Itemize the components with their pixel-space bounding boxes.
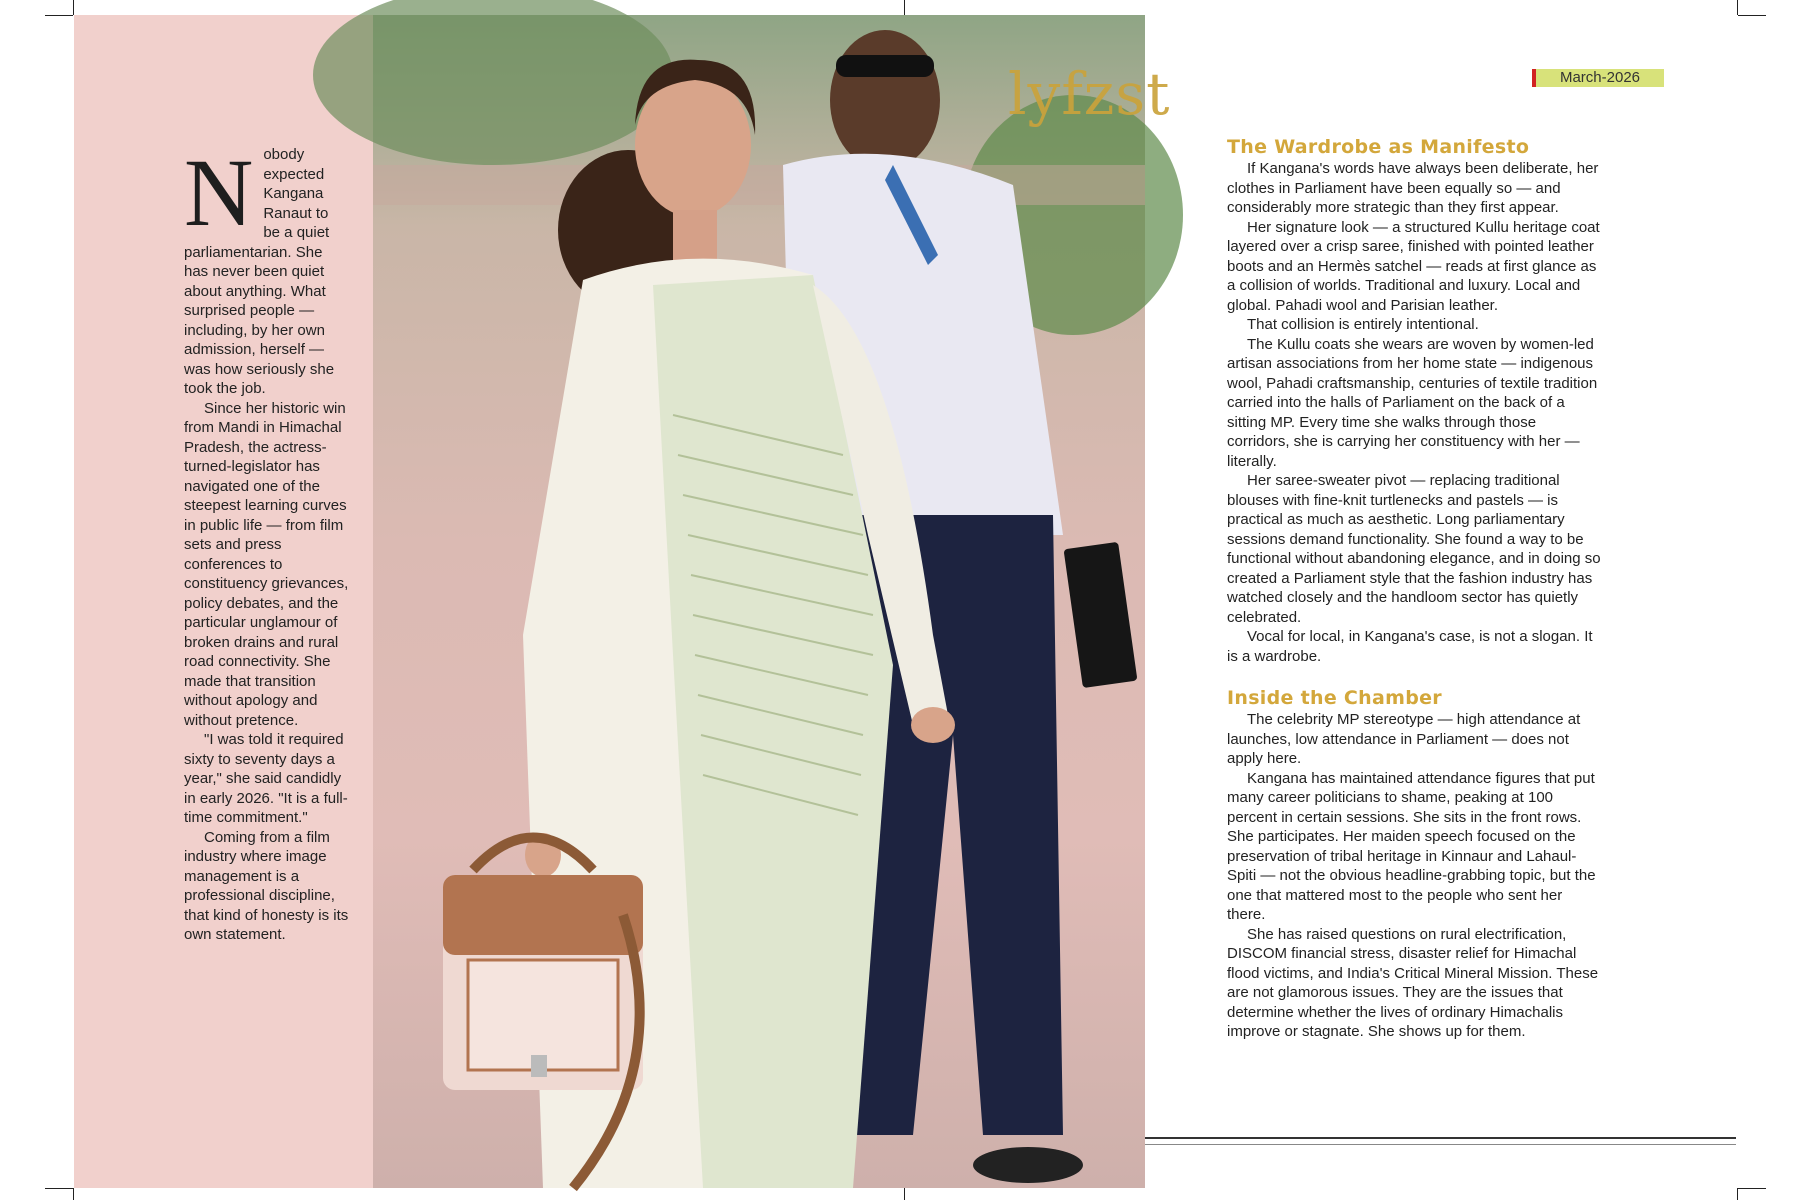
article-paragraph: She has raised questions on rural electrification, DISCOM financial stress, disaster relief for Himachal flood victims, and India's Critical Mineral Mission. These are not glamorous issues. They are the issues that determine whether the lives of ordinary Himachalis improve or stagnate. She shows up for them. — [1227, 925, 1599, 1040]
intro-column — [184, 139, 349, 945]
article-paragraph: Vocal for local, in Kangana's case, is not a slogan. It is a wardrobe. — [1227, 628, 1593, 665]
article-paragraph: The celebrity MP stereotype — high attendance at launches, low attendance in Parliament — does not apply here. — [1227, 711, 1581, 767]
section-heading-wardrobe: The Wardrobe as Manifesto — [1227, 136, 1530, 158]
crop-mark — [1738, 15, 1766, 16]
crop-mark — [1737, 0, 1738, 15]
intro-paragraph: Coming from a film industry where image management is a professional discipline, that kind of honesty is its own statement. — [184, 828, 349, 943]
article-paragraph: Kangana has maintained attendance figures that put many career politicians to shame, peaking at 100 percent in certain sessions. She sits in the front rows. She participates. Her maiden speech focused on the preservation of tribal heritage in Kinnaur and Lahaul-Spiti — not the obvious headline-grabbing topic, but the one that mattered most to the people who sent her there. — [1227, 769, 1596, 923]
intro-paragraph: "I was told it required sixty to seventy days a year," she said candidly in early 2026. "It is a full-time commitment." — [184, 731, 348, 826]
crop-mark — [73, 0, 74, 15]
magazine-masthead: lyfzst — [1008, 60, 1171, 128]
crop-mark — [1737, 1188, 1738, 1200]
photo-illustration — [373, 15, 1145, 1188]
section-heading-chamber: Inside the Chamber — [1227, 687, 1442, 709]
intro-paragraph: obody expected Kangana Ranaut to be a quiet parliamentarian. She has never been quiet about anything. What surprised people — including, by her own admission, herself — was how seriously she took the job. — [184, 146, 335, 397]
crop-mark — [1738, 1188, 1766, 1189]
article-paragraph: Her saree-sweater pivot — replacing traditional blouses with fine-knit turtlenecks and pastels — is practical as much as aesthetic. Long parliamentary sessions demand functionality. She found a way to be functional without abandoning elegance, and in doing so created a Parliament style that the fashion industry has watched closely and the handloom sector has quietly celebrated. — [1227, 472, 1601, 626]
intro-paragraph: Since her historic win from Mandi in Himachal Pradesh, the actress-turned-legislator has navigated one of the steepest learning curves in public life — from film sets and press conferences to constituency grievances, policy debates, and the particular unglamour of broken drains and rural road connectivity. She made that transition without apology and without pretence. — [184, 399, 349, 729]
article-column — [1227, 135, 1602, 1042]
crop-mark — [904, 1188, 905, 1200]
crop-mark — [73, 1188, 74, 1200]
issue-date-tag: March-2026 — [1532, 69, 1664, 87]
cover-photo — [373, 15, 1145, 1188]
left-page — [74, 15, 1171, 1188]
article-paragraph: Her signature look — a structured Kullu heritage coat layered over a crisp saree, finished with pointed leather boots and an Hermès satchel — reads at first glance as a collision of worlds. Traditional and luxury. Local and global. Pahadi wool and Parisian leather. — [1227, 218, 1600, 314]
page-bottom-rule — [1145, 1137, 1736, 1145]
crop-mark — [45, 15, 73, 16]
drop-cap: N — [184, 139, 254, 246]
article-paragraph: The Kullu coats she wears are woven by women-led artisan associations from her home state — indigenous wool, Pahadi craftsmanship, centuries of textile tradition carried into the halls of Parliament on the back of a sitting MP. Every time she walks through those corridors, she is carrying her constituency with her — literally. — [1227, 335, 1598, 470]
crop-mark — [904, 0, 905, 15]
article-paragraph: That collision is entirely intentional. — [1247, 316, 1479, 333]
crop-mark — [45, 1188, 73, 1189]
article-paragraph: If Kangana's words have always been deliberate, her clothes in Parliament have been equally so — and considerably more strategic than they first appear. — [1227, 160, 1599, 216]
